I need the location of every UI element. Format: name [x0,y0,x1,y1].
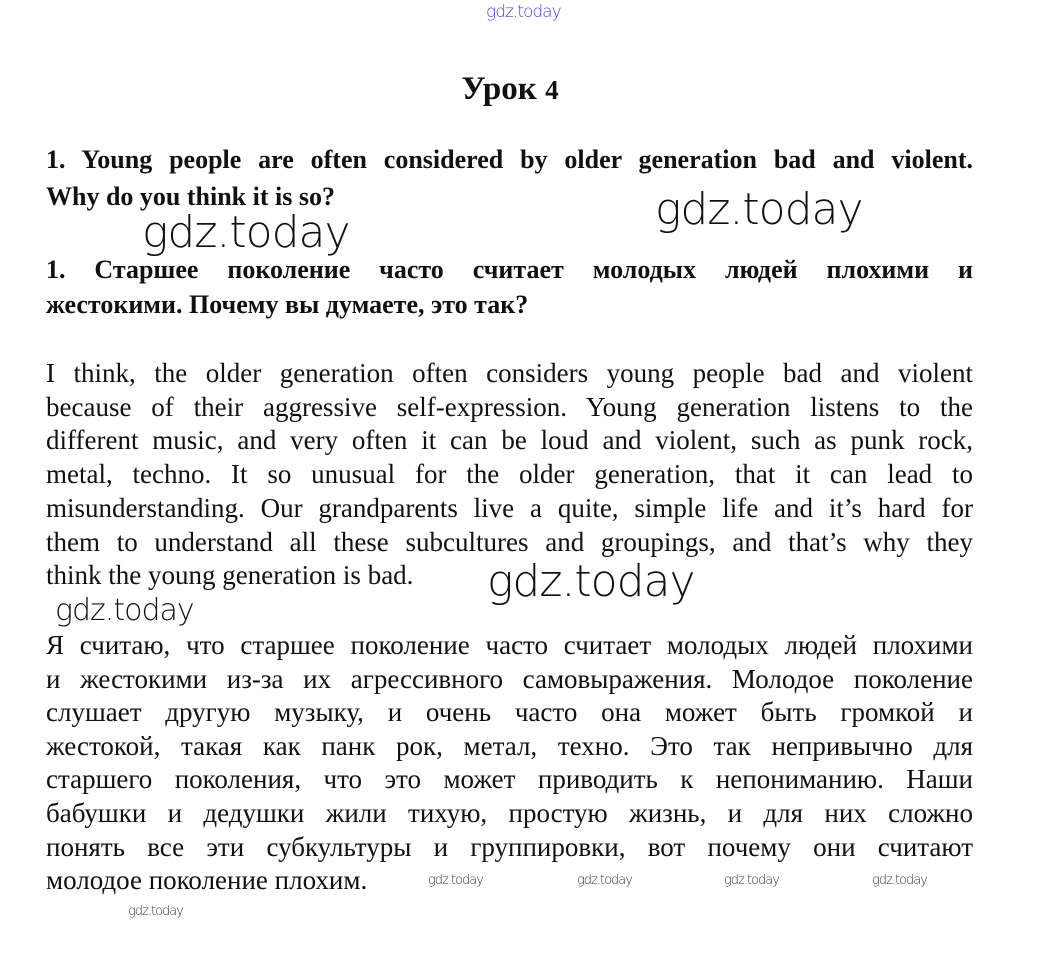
answer-ru-line: и жестокими из-за их агрессивного самовыражения. Молодое поколение [46,663,973,694]
watermark: gdz.today [128,904,183,919]
answer-ru-line: слушает другую музыку, и очень часто она может быть громкой и [46,697,973,728]
watermark: gdz.today [142,207,350,258]
answer-en-line: different music, and very often it can be loud and violent, such as punk rock, [46,425,973,456]
watermark-top[interactable]: gdz.today [486,2,561,22]
answer-ru-line: понять все эти субкультуры и группировки, вот почему они считают [46,831,973,862]
watermark: gdz.today [577,873,632,888]
answer-ru-line: бабушки и дедушки жили тихую, простую жизнь, и для них сложно [46,798,973,828]
answer-ru-line: молодое поколение плохим. [46,865,368,896]
question-ru-line: жестокими. Почему вы думаете, это так? [46,290,529,319]
question-ru-line: 1. Старшее поколение часто считает молодых людей плохими и [46,255,973,284]
title-number: 4 [545,75,559,105]
answer-ru-line: Я считаю, что старшее поколение часто считает молодых людей плохими [46,630,973,660]
question-en-line: Why do you think it is so? [46,182,335,211]
answer-en-line: metal, techno. It so unusual for the older generation, that it can lead to [46,459,973,490]
answer-ru-line: старшего поколения, что это может приводить к непониманию. Наши [46,764,973,795]
answer-en-line: because of their aggressive self-expression. Young generation listens to the [46,391,973,422]
answer-en-line: misunderstanding. Our grandparents live a quite, simple life and it’s hard for [46,492,973,523]
title-word: Урок [461,71,537,107]
answer-ru-line: жестокой, такая как панк рок, метал, техно. Это так непривычно для [46,730,973,761]
watermark: gdz.today [487,556,695,607]
answer-en-line: I think, the older generation often considers young people bad and violent [46,358,973,388]
watermark: gdz.today [872,873,927,888]
page-title [0,70,1020,109]
answer-en-line: think the young generation is bad. [46,560,414,591]
watermark: gdz.today [428,873,483,888]
question-en-line: 1. Young people are often considered by older generation bad and violent. [46,145,973,174]
watermark: gdz.today [55,593,194,628]
watermark: gdz.today [724,873,779,888]
answer-en-line: them to understand all these subcultures and groupings, and that’s why they [46,526,973,557]
watermark: gdz.today [655,184,863,235]
